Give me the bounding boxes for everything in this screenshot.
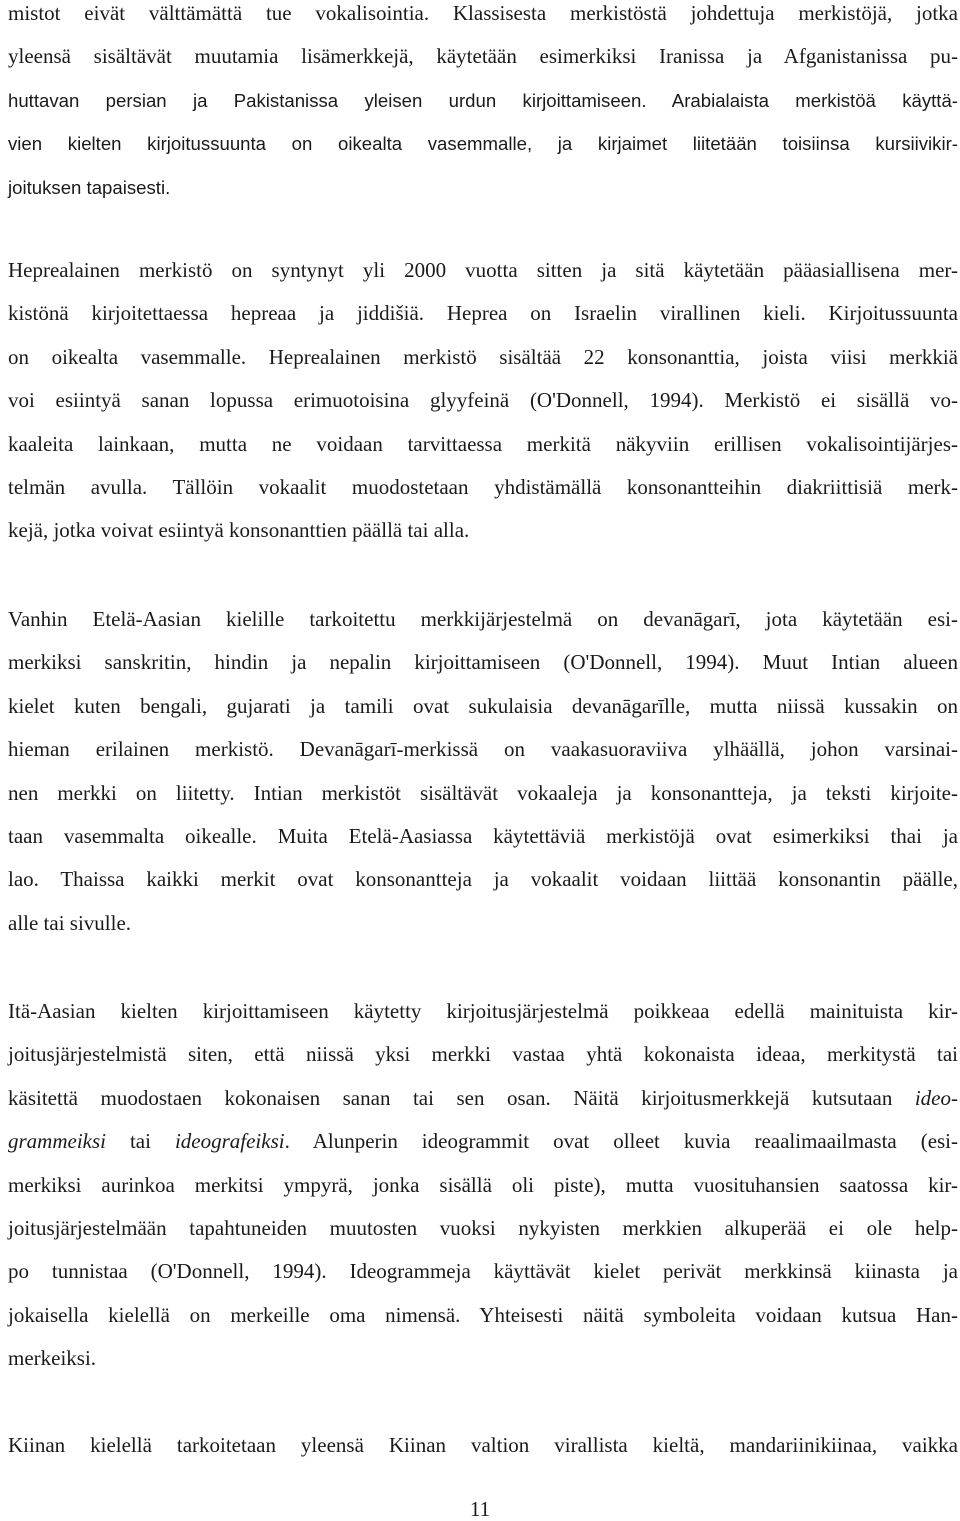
text-line: nen merkki on liitetty. Intian merkistöt sisältävät vokaaleja ja konsonantteja, ja teksti kirjoite- (8, 780, 958, 805)
text-line: yleensä sisältävät muutamia lisämerkkejä, käytetään esimerkiksi Iranissa ja Afganistanissa pu- (8, 44, 958, 69)
paragraph-east-asian-scripts (8, 990, 958, 1381)
text-line: Kiinan kielellä tarkoitetaan yleensä Kiinan valtion virallista kieltä, mandariinikiinaa, vaikka (8, 1433, 958, 1457)
text-line: po tunnistaa (O'Donnell, 1994). Ideogrammeja käyttävät kielet perivät merkkinsä kiinasta ja (8, 1259, 958, 1284)
text-line: taan vasemmalta oikealle. Muita Etelä-Aasiassa käytettäviä merkistöjä ovat esimerkiksi thai ja (8, 824, 958, 849)
text-line: kejä, jotka voivat esiintyä konsonanttien päällä tai alla. (8, 518, 470, 543)
text-line: alle tai sivulle. (8, 910, 132, 935)
text-line: joitusjärjestelmistä siten, että niissä yksi merkki vastaa yhtä kokonaista ideaa, merkitystä tai (8, 1042, 958, 1067)
text-line: Heprealainen merkistö on syntynyt yli 2000 vuotta sitten ja sitä käytetään pääasiallisena mer- (8, 258, 958, 282)
text-line: vien kielten kirjoitussuunta on oikealta vasemmalle, ja kirjaimet liitetään toisiinsa kursiivikir- (8, 133, 958, 155)
italic-term: ideografeiksi (174, 1129, 285, 1154)
italic-term: ideo- (914, 1085, 958, 1110)
text-line: joitusjärjestelmään tapahtuneiden muutosten vuoksi nykyisten merkkien alkuperää ei ole help- (8, 1216, 958, 1241)
text-line: Vanhin Etelä-Aasian kielille tarkoitettu merkkijärjestelmä on devanāgarī, jota käytetään esi- (8, 607, 958, 631)
paragraph-chinese-language (8, 1424, 958, 1467)
text-line: lao. Thaissa kaikki merkit ovat konsonantteja ja vokaalit voidaan liittää konsonantin päälle, (8, 867, 958, 892)
text-line: huttavan persian ja Pakistanissa yleisen urdun kirjoittamiseen. Arabialaista merkistöä käyttä- (8, 89, 958, 111)
text-line: hieman erilainen merkistö. Devanāgarī-merkissä on vaakasuoraviiva ylhäällä, johon varsinai- (8, 737, 958, 762)
text-line: grammeiksi tai ideografeiksi. Alunperin ideogrammit ovat olleet kuvia reaalimaailmasta (esi- (8, 1129, 959, 1154)
text-line: käsitettä muodostaen kokonaisen sanan tai sen osan. Näitä kirjoitusmerkkejä kutsutaan ideo- (8, 1085, 958, 1110)
text-line: merkeiksi. (8, 1346, 97, 1371)
text-line: mistot eivät välttämättä tue vokalisointia. Klassisesta merkistöstä johdettuja merkistöjä, jotka (8, 1, 958, 25)
paragraph-arabic-script (8, 0, 958, 209)
page-number: 11 (469, 1497, 491, 1521)
text-line: telmän avulla. Tällöin vokaalit muodostetaan yhdistämällä konsonantteihin diakriittisiä merk- (8, 475, 958, 500)
text-line: kielet kuten bengali, gujarati ja tamili ovat sukulaisia devanāgarīlle, mutta niissä kussakin on (8, 693, 958, 718)
text-line: on oikealta vasemmalle. Heprealainen merkistö sisältää 22 konsonanttia, joista viisi merkkiä (8, 344, 958, 369)
paragraph-south-asian-scripts (8, 598, 958, 945)
text-line: kistönä kirjoitettaessa hepreaa ja jiddišiä. Heprea on Israelin virallinen kieli. Kirjoitussuunta (8, 301, 958, 326)
text-line: merkiksi sanskritin, hindin ja nepalin kirjoittamiseen (O'Donnell, 1994). Muut Intian alueen (8, 650, 958, 675)
text-line: kaaleita lainkaan, mutta ne voidaan tarvittaessa merkitä näkyviin erillisen vokalisointijärjes- (8, 431, 958, 456)
text-line: merkiksi aurinkoa merkitsi ympyrä, jonka sisällä oli piste), mutta vuosituhansien saatossa kir- (8, 1172, 958, 1197)
text-line: voi esiintyä sanan lopussa erimuotoisina glyyfeinä (O'Donnell, 1994). Merkistö ei sisällä vo- (8, 388, 958, 413)
italic-term: grammeiksi (8, 1129, 106, 1154)
text-line: Itä-Aasian kielten kirjoittamiseen käytetty kirjoitusjärjestelmä poikkeaa edellä mainituista kir- (8, 999, 958, 1023)
text-line: jokaisella kielellä on merkeille oma nimensä. Yhteisesti näitä symboleita voidaan kutsua Han- (8, 1302, 958, 1327)
text-line: joituksen tapaisesti. (8, 176, 171, 198)
paragraph-hebrew-script (8, 249, 958, 553)
